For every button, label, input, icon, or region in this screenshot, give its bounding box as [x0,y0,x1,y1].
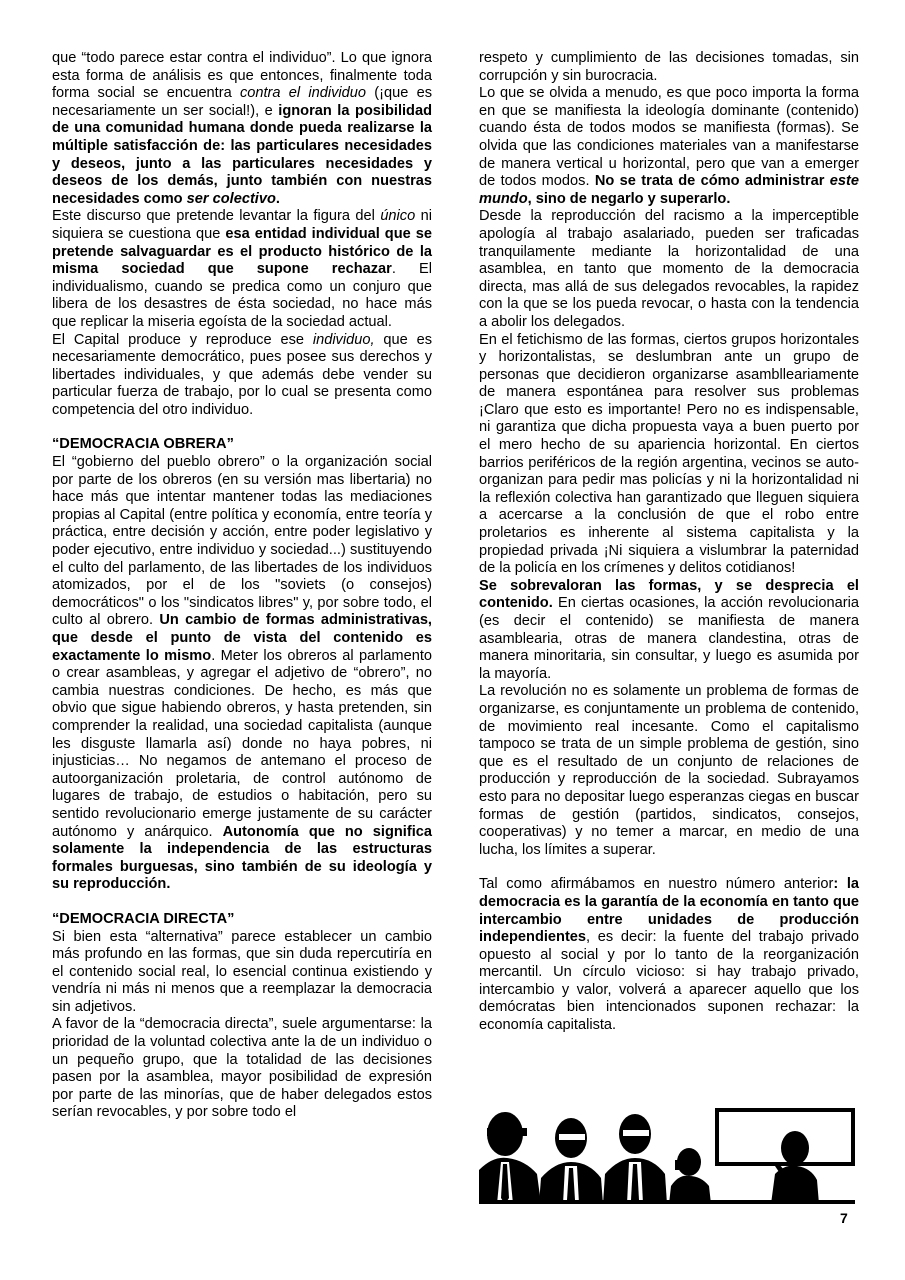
text-run: ni siquiera se cuestiona que [52,208,433,242]
text-run: que es necesariamente democrático, pues posee sus derechos y libertades individuales, y que además debe vender su particular fuerza de trabajo, por lo cual se presenta como competencia del otro individuo. [52,331,432,418]
paragraph [52,929,432,1017]
meeting-illustration-icon [479,1108,855,1204]
text-run: A favor de la “democracia directa”, suele argumentarse: la prioridad de la voluntad colectiva ante la de un individuo o un pequeño grupo, que la totalidad de las decisiones pasen por la asamblea, mayor posibilidad de expresión por parte de las minorías, que de haber delegados estos serían revocables, y por sobre todo el [52,1016,432,1121]
paragraph [479,208,859,331]
paragraph [52,208,432,331]
text-run: que “todo parece estar contra el individuo”. Lo que ignora esta forma de análisis es que entonces, finalmente toda forma social se encuentra [52,50,432,102]
text-run: En el fetichismo de las formas, ciertos grupos horizontales y horizontalistas, se deslumbran ante un grupo de personas que decidieron organizarse asamblleariamente de manera espontánea para resolver sus problemas ¡Claro que esto es importante! Pero no es indispensable, ni garantiza que dicha propuesta vaya a buen puerto por el mero hecho de su apariencia horizontal. En ciertos barrios periféricos de la región argentina, vecinos se auto-organizan para pedir mas policías y ni la horizontalidad ni la reflexión colectiva han garantizado que lleguen siquiera a acercarse a la conclusión de que el robo entre proletarios es inherente al sistema capitalista y la propiedad privada ¡Ni siquiera a vislumbrar la paternidad de la policía en los crímenes y delitos cotidianos! [479,331,859,577]
text-run: . [275,190,280,207]
text-run: Si bien esta “alternativa” parece establecer un cambio más profundo en las formas, que sin duda repercutiría en el contenido social real, lo esencial continua existiendo y vendría ni más ni menos que a reemplazar la democracia sin adjetivos. [52,928,432,1015]
paragraph-spacer [479,859,859,876]
meeting-silhouettes-illustration [479,1108,855,1204]
text-run: La revolución no es solamente un problema de formas de organizarse, es conjuntamente un problema de contenido, de movimiento real incesante. Como el capitalismo tampoco se trata de un simple problema de gestión, sino que es el resultado de un conjunto de relaciones de producción y reproducción de la sociedad. Subrayamos esto para no depositar luego esperanzas ciegas en buscar formas de gestión (partidos, sindicatos, consejos, cooperativas) y no temer a marcar, en medio de una lucha, los límites a superar. [479,683,859,858]
text-run: Se sobrevaloran las formas, y se desprecia el contenido. [479,577,859,612]
text-run: ser colectivo [186,190,276,207]
text-run: , sino de negarlo y superarlo. [527,190,731,207]
text-run: En ciertas ocasiones, la acción revolucionaria (es decir el contenido) se manifiesta de manera asamblearia, otras de manera clandestina, otras de manera minoritaria, sin consultar, y luego es asumida por la mayoría. [479,595,859,682]
right-column [479,50,859,1035]
text-run: No se trata de cómo administrar [594,173,830,190]
text-run: respeto y cumplimiento de las decisiones tomadas, sin corrupción y sin burocracia. [479,50,859,84]
text-run: único [380,208,416,225]
paragraph [479,578,859,684]
text-run: . Meter los obreros al parlamento o crear asambleas, y agregar el adjetivo de “obrero”, no cambia nuestras condiciones. De hecho, es más que obvio que sigue habiendo obreros, y hasta pretenden, sin comprender la realidad, una sociedad capitalista (aunque les disguste llamarla así) donde no haya pobres, ni injusticias… No negamos de antemano el proceso de autoorganización proletaria, de control autónomo de lugares de trabajo, de estudios o habitación, pero su sentido revolucionario emerge justamente de su carácter autónomo y anárquico. [52,647,432,840]
paragraph [479,332,859,578]
section-heading-democracia-obrera: “DEMOCRACIA OBRERA” [52,436,234,453]
section-heading-democracia-directa: “DEMOCRACIA DIRECTA” [52,910,235,927]
text-run: El “gobierno del pueblo obrero” o la organización social por parte de los obreros (en su versión mas libertaria) no hace más que intentar mantener todas las mediaciones propias al Capital (entre política y economía, entre teoría y práctica, entre decisión y acción, entre poder legislativo y poder ejecutivo, entre individuo y sociedad...) sustituyendo el culto del parlamento, de las libertades de los individuos atomizados, por el de los "soviets (o consejos) democráticos" o los "sindicatos libres" y, por sobre todo, el culto al obrero. [52,454,432,629]
text-run-wrapper [187,191,276,207]
text-run: ignoran la posibilidad de una comunidad humana donde pueda realizarse la múltiple satisfacción de: las particulares necesidades y deseos, junto a las particulares necesidades y deseos de los demás, junto también con nuestras necesidades como [52,102,432,207]
paragraph [52,1016,432,1122]
paragraph [52,50,432,208]
paragraph [479,50,859,85]
paragraph [479,683,859,859]
text-run: individuo, [312,331,375,348]
page-number: 7 [840,1210,848,1226]
text-run: Desde la reproducción del racismo a la imperceptible apología al trabajo asalariado, pueden ser traficadas tranquilamente mediante la horizontalidad de una asamblea, en tanto que momento de la democracia directa, mas allá de sus delegados revocables, la rapidez con la que se los pueda revocar, o hasta con la tendencia a abolir los delegados. [479,208,859,330]
left-column [52,50,432,1122]
text-run: Un cambio de formas administrativas, que desde el punto de vista del contenido es exactamente lo mismo [52,612,432,664]
text-run: Este discurso que pretende levantar la figura del [52,208,381,225]
text-run: Lo que se olvida a menudo, es que poco importa la forma en que se manifiesta la ideología dominante (contenido) cuando ésta de todos modos se manifiesta (formas). Se olvida que las condiciones materiales van a manifestarse de manera vertical u horizontal, pero que van a emerger de todos modos. [479,85,859,190]
text-run: , es decir: la fuente del trabajo privado opuesto al social y por lo tanto de la reorganización mercantil. Un círculo vicioso: si hay trabajo privado, intercambio y valor, volverá a aparecer aquello que los demócratas bien intencionados suponen rechazar: la economía capitalista. [479,929,859,1034]
text-run: este mundo [479,173,859,207]
text-run: . El individualismo, cuando se predica como un conjuro que libera de los desastres de ésta sociedad, no hace más que replicar la miseria egoísta de la sociedad actual. [52,261,432,330]
text-run: Autonomía que no significa solamente la independencia de las estructuras formales burguesas, sino también de su ideología y su reproducción. [52,823,432,893]
text-run: esa entidad individual que se pretende salvaguardar es el producto histórico de la misma sociedad que supone rechazar [52,225,432,278]
text-run: (¡que es necesariamente un ser social!), e [52,85,433,119]
text-run: El Capital produce y reproduce ese [52,331,313,348]
paragraph [52,454,432,894]
text-run: Tal como afirmábamos en nuestro número anterior [479,876,834,893]
text-run: contra el individuo [239,85,367,102]
paragraph [479,85,859,208]
text-run: : la democracia es la garantía de la economía en tanto que intercambio entre unidades de producción independientes [479,876,859,946]
paragraph [52,332,432,420]
paragraph [479,876,859,1034]
